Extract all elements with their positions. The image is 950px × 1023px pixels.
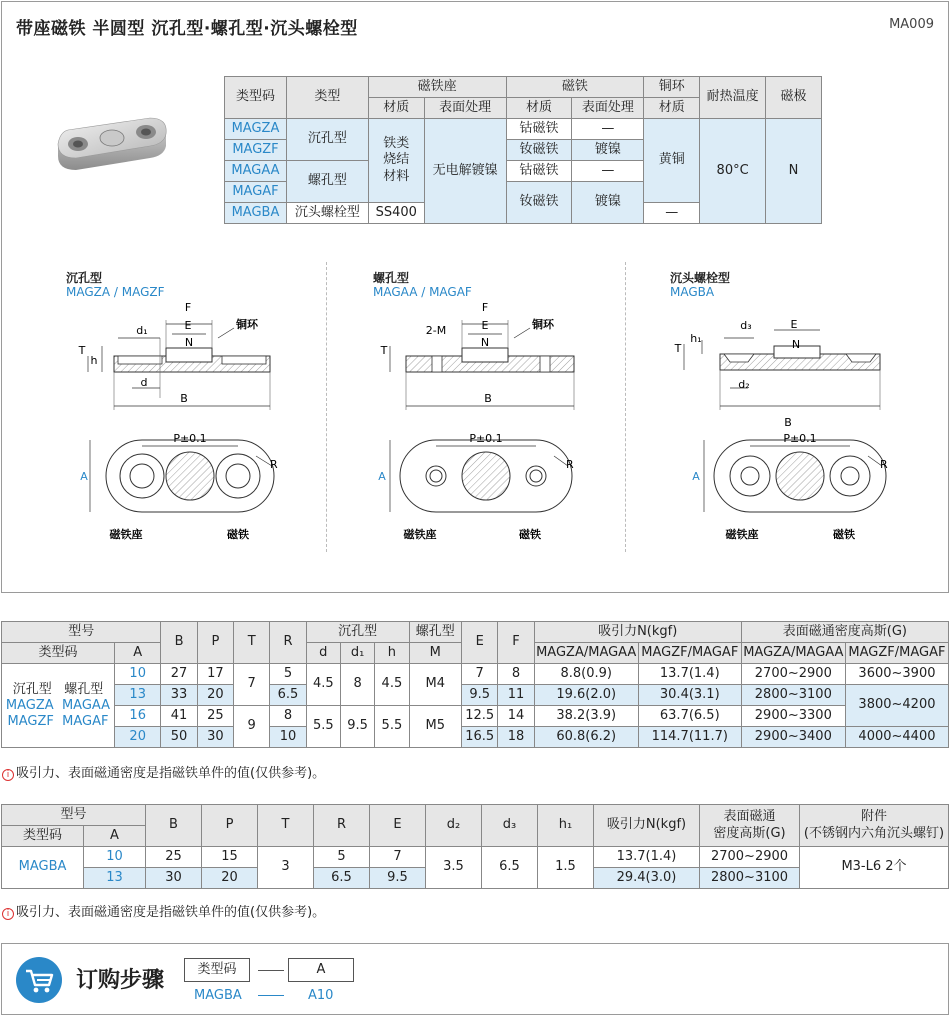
th-M: M: [409, 643, 461, 664]
label-magnet: 磁铁: [227, 528, 249, 541]
E-cell: 12.5: [462, 706, 498, 727]
th-A: A: [115, 643, 161, 664]
d-cell: 5.5: [306, 706, 340, 748]
label-T: T: [380, 344, 388, 357]
flux-a-cell: 2900~3400: [741, 727, 845, 748]
th-type-code: 类型码: [225, 77, 287, 119]
pole-cell: N: [766, 119, 822, 224]
label-A: A: [692, 470, 700, 483]
flux-a-cell: 2800~3100: [741, 685, 845, 706]
drawing-counterbore: [60, 298, 320, 548]
cart-icon: [16, 957, 62, 1003]
th-d2: d₂: [426, 805, 482, 847]
label-P: P±0.1: [173, 432, 207, 445]
catalog-code: MA009: [889, 17, 934, 32]
force-f-cell: 63.7(6.5): [638, 706, 741, 727]
label-h1: h₁: [690, 332, 702, 345]
th-F: F: [498, 622, 534, 664]
th-flux: 表面磁通 密度高斯(G): [700, 805, 800, 847]
type-cell: 螺孔型: [286, 161, 368, 203]
A-cell: 13: [115, 685, 161, 706]
label-F: F: [184, 301, 192, 314]
label-R: R: [880, 458, 888, 471]
label-F: F: [481, 301, 489, 314]
label-ring: 铜环: [236, 318, 258, 331]
label-R: R: [566, 458, 574, 471]
P-cell: 15: [202, 847, 258, 868]
info-icon: i: [2, 769, 14, 781]
B-cell: 25: [146, 847, 202, 868]
code-cell: MAGAF: [225, 182, 287, 203]
force-f-cell: 114.7(11.7): [638, 727, 741, 748]
h-cell: 4.5: [375, 664, 409, 706]
drawing-bolt: [668, 298, 908, 548]
bolt-type-table: [1, 804, 949, 889]
B-cell: 27: [161, 664, 197, 685]
drawing-tapped: [370, 298, 610, 548]
flux-f-cell: 4000~4400: [845, 727, 948, 748]
th-d1: d₁: [340, 643, 374, 664]
th-base: 磁铁座: [368, 77, 506, 98]
th-type-code: 类型码: [2, 643, 115, 664]
magnet-material-cell: 钴磁铁: [506, 161, 572, 182]
T-cell: 9: [234, 706, 270, 748]
th-surface: 表面处理: [572, 98, 644, 119]
F-cell: 18: [498, 727, 534, 748]
note: i 吸引力、表面磁通密度是指磁铁单件的值(仅供参考)。: [2, 762, 325, 781]
force-f-cell: 13.7(1.4): [638, 664, 741, 685]
label-E: E: [184, 319, 192, 332]
label-d2: d₂: [738, 378, 750, 391]
label-magnet: 磁铁: [519, 528, 541, 541]
M-cell: M5: [409, 706, 461, 748]
E-cell: 7: [462, 664, 498, 685]
magnet-surface-cell: 镀镍: [572, 182, 644, 224]
divider: [625, 262, 626, 552]
th-material: 材质: [506, 98, 572, 119]
flux-f-cell: 3600~3900: [845, 664, 948, 685]
A-cell: 20: [115, 727, 161, 748]
code-cell: MAGBA: [225, 203, 287, 224]
base-material-cell: 铁类 烧结 材料: [368, 119, 424, 203]
accessory-cell: M3-L6 2个: [800, 847, 949, 889]
magnet-material-cell: 钕磁铁: [506, 182, 572, 224]
label-magnet: 磁铁: [833, 528, 855, 541]
label-P: P±0.1: [469, 432, 503, 445]
R-cell: 5: [270, 664, 306, 685]
F-cell: 11: [498, 685, 534, 706]
A-cell: 13: [84, 868, 146, 889]
th-h1: h₁: [538, 805, 594, 847]
d-cell: 4.5: [306, 664, 340, 706]
th-pole: 磁极: [766, 77, 822, 119]
code-cell: MAGAA: [225, 161, 287, 182]
th-za: MAGZA/MAGAA: [534, 643, 638, 664]
type-code-cell: MAGBA: [2, 847, 84, 889]
th-surface: 表面处理: [424, 98, 506, 119]
spec-table: [224, 76, 822, 224]
order-value-code: MAGBA: [194, 988, 242, 1003]
M-cell: M4: [409, 664, 461, 706]
type-cell: 沉孔型: [286, 119, 368, 161]
A-cell: 10: [84, 847, 146, 868]
th-E: E: [370, 805, 426, 847]
flux-cell: 2700~2900: [700, 847, 800, 868]
order-steps: [1, 943, 949, 1015]
label-2M: 2-M: [425, 324, 447, 337]
flux-a-cell: 2900~3300: [741, 706, 845, 727]
th-type-code: 类型码: [2, 826, 84, 847]
B-cell: 41: [161, 706, 197, 727]
th-zf: MAGZF/MAGAF: [638, 643, 741, 664]
flux-cell: 2800~3100: [700, 868, 800, 889]
th-P: P: [197, 622, 233, 664]
label-P: P±0.1: [783, 432, 817, 445]
th-material: 材质: [644, 98, 700, 119]
A-cell: 16: [115, 706, 161, 727]
th-model: 型号: [2, 805, 146, 826]
th-P: P: [202, 805, 258, 847]
label-T: T: [674, 342, 682, 355]
label-B: B: [180, 392, 188, 405]
label-E: E: [481, 319, 489, 332]
force-cell: 29.4(3.0): [594, 868, 700, 889]
magnet-surface-cell: 镀镍: [572, 140, 644, 161]
page-title: 带座磁铁 半圆型 沉孔型·螺孔型·沉头螺栓型: [16, 19, 358, 39]
d1-cell: 9.5: [340, 706, 374, 748]
th-zf: MAGZF/MAGAF: [845, 643, 948, 664]
P-cell: 20: [197, 685, 233, 706]
h1-cell: 1.5: [538, 847, 594, 889]
label-d: d: [140, 376, 148, 389]
label-A: A: [378, 470, 386, 483]
ring-cell: 黄铜: [644, 119, 700, 203]
order-title: 订购步骤: [76, 968, 165, 993]
th-T: T: [234, 622, 270, 664]
P-cell: 17: [197, 664, 233, 685]
label-N: N: [791, 338, 801, 351]
d1-cell: 8: [340, 664, 374, 706]
th-flux: 表面磁通密度高斯(G): [741, 622, 948, 643]
note: i 吸引力、表面磁通密度是指磁铁单件的值(仅供参考)。: [2, 901, 325, 920]
th-force: 吸引力N(kgf): [594, 805, 700, 847]
magnet-surface-cell: —: [572, 161, 644, 182]
th-R: R: [270, 622, 306, 664]
label-T: T: [78, 344, 86, 357]
B-cell: 50: [161, 727, 197, 748]
th-accessory: 附件 (不锈钢内六角沉头螺钉): [800, 805, 949, 847]
th-tapped: 螺孔型: [409, 622, 461, 643]
th-type: 类型: [286, 77, 368, 119]
h-cell: 5.5: [375, 706, 409, 748]
flux-f-cell: 3800~4200: [845, 685, 948, 727]
th-B: B: [161, 622, 197, 664]
drawing-2-label: 螺孔型 MAGAA / MAGAF: [373, 271, 472, 299]
info-icon: i: [2, 908, 14, 920]
label-h: h: [90, 354, 98, 367]
th-B: B: [146, 805, 202, 847]
magnet-material-cell: 钕磁铁: [506, 140, 572, 161]
divider: [326, 262, 327, 552]
label-N: N: [184, 336, 194, 349]
P-cell: 30: [197, 727, 233, 748]
B-cell: 33: [161, 685, 197, 706]
th-R: R: [314, 805, 370, 847]
th-d: d: [306, 643, 340, 664]
R-cell: 10: [270, 727, 306, 748]
th-magnet: 磁铁: [506, 77, 644, 98]
force-a-cell: 8.8(0.9): [534, 664, 638, 685]
th-force: 吸引力N(kgf): [534, 622, 741, 643]
drawing-3-label: 沉头螺栓型 MAGBA: [670, 271, 731, 299]
T-cell: 3: [258, 847, 314, 889]
F-cell: 8: [498, 664, 534, 685]
label-B: B: [484, 392, 492, 405]
base-surface-cell: 无电解镀镍: [424, 119, 506, 224]
force-f-cell: 30.4(3.1): [638, 685, 741, 706]
P-cell: 25: [197, 706, 233, 727]
F-cell: 14: [498, 706, 534, 727]
E-cell: 9.5: [462, 685, 498, 706]
force-a-cell: 60.8(6.2): [534, 727, 638, 748]
R-cell: 6.5: [270, 685, 306, 706]
th-d3: d₃: [482, 805, 538, 847]
th-counterbore: 沉孔型: [306, 622, 409, 643]
type-code-cell: 沉孔型 螺孔型 MAGZA MAGAA MAGZF MAGAF: [2, 664, 115, 748]
d3-cell: 6.5: [482, 847, 538, 889]
th-za: MAGZA/MAGAA: [741, 643, 845, 664]
magnet-material-cell: 钴磁铁: [506, 119, 572, 140]
R-cell: 8: [270, 706, 306, 727]
th-temp: 耐热温度: [700, 77, 766, 119]
E-cell: 16.5: [462, 727, 498, 748]
label-base: 磁铁座: [403, 528, 437, 541]
label-d3: d₃: [740, 319, 752, 332]
force-a-cell: 38.2(3.9): [534, 706, 638, 727]
order-box-type-code: 类型码: [184, 958, 250, 982]
ring-cell: —: [644, 203, 700, 224]
B-cell: 30: [146, 868, 202, 889]
label-N: N: [480, 336, 490, 349]
th-A: A: [84, 826, 146, 847]
temp-cell: 80°C: [700, 119, 766, 224]
type-cell: 沉头螺栓型: [286, 203, 368, 224]
code-cell: MAGZF: [225, 140, 287, 161]
force-cell: 13.7(1.4): [594, 847, 700, 868]
product-image: [54, 112, 174, 182]
label-ring: 铜环: [532, 318, 554, 331]
code-cell: MAGZA: [225, 119, 287, 140]
R-cell: 6.5: [314, 868, 370, 889]
label-A: A: [80, 470, 88, 483]
dimension-table: [1, 621, 949, 748]
magnet-surface-cell: —: [572, 119, 644, 140]
th-E: E: [462, 622, 498, 664]
label-R: R: [270, 458, 278, 471]
order-box-A: A: [288, 958, 354, 982]
E-cell: 7: [370, 847, 426, 868]
label-base: 磁铁座: [109, 528, 143, 541]
T-cell: 7: [234, 664, 270, 706]
label-d1: d₁: [136, 324, 148, 337]
label-base: 磁铁座: [725, 528, 759, 541]
order-value-A: A10: [308, 988, 334, 1003]
P-cell: 20: [202, 868, 258, 889]
d2-cell: 3.5: [426, 847, 482, 889]
force-a-cell: 19.6(2.0): [534, 685, 638, 706]
base-material-cell: SS400: [368, 203, 424, 224]
R-cell: 5: [314, 847, 370, 868]
label-E: E: [790, 318, 798, 331]
th-h: h: [375, 643, 409, 664]
label-B: B: [784, 416, 792, 429]
flux-a-cell: 2700~2900: [741, 664, 845, 685]
th-ring: 铜环: [644, 77, 700, 98]
order-dash: [258, 970, 284, 971]
A-cell: 10: [115, 664, 161, 685]
drawing-1-label: 沉孔型 MAGZA / MAGZF: [66, 271, 165, 299]
th-material: 材质: [368, 98, 424, 119]
th-model: 型号: [2, 622, 161, 643]
order-dash: [258, 995, 284, 996]
E-cell: 9.5: [370, 868, 426, 889]
th-T: T: [258, 805, 314, 847]
